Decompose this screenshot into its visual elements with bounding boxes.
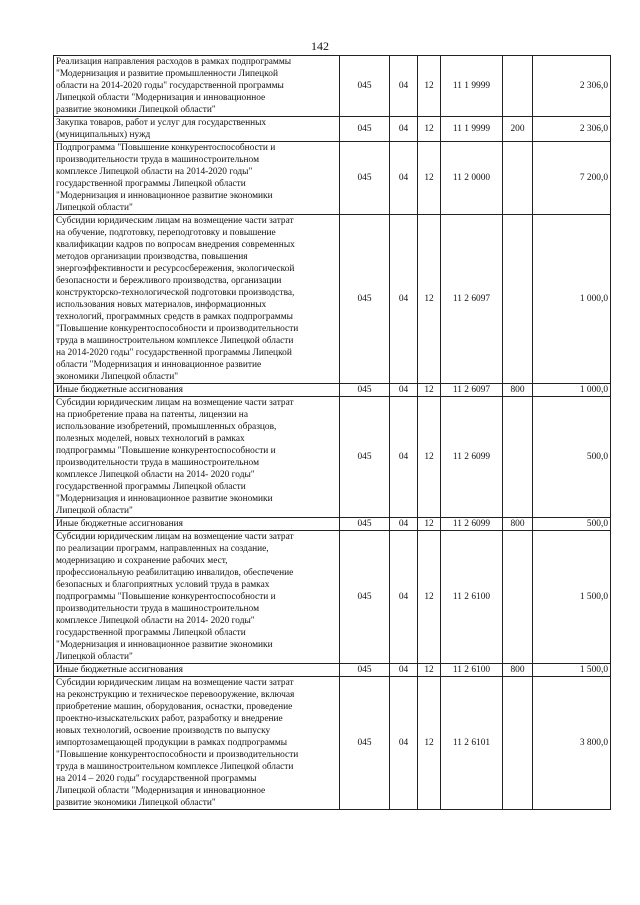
section-code-cell: 04 bbox=[390, 56, 418, 117]
section-code-cell: 04 bbox=[390, 677, 418, 810]
description-line: квалификации кадров по вопросам внедрения современных bbox=[56, 240, 295, 250]
description-line: развитие экономики Липецкой области" bbox=[56, 798, 216, 808]
ministry-code-cell: 045 bbox=[340, 677, 390, 810]
table-row bbox=[54, 397, 611, 518]
amount-cell: 2 306,0 bbox=[533, 56, 611, 117]
subsection-code-cell: 12 bbox=[418, 397, 441, 518]
description-line: развитие экономики Липецкой области" bbox=[56, 105, 216, 115]
expense-kind-cell bbox=[503, 531, 533, 664]
ministry-code-cell: 045 bbox=[340, 518, 390, 531]
description-line: экономики Липецкой области" bbox=[56, 372, 179, 382]
subsection-code-cell: 12 bbox=[418, 215, 441, 384]
description-line: Подпрограмма "Повышение конкурентоспособности и bbox=[56, 143, 276, 153]
target-article-cell: 11 2 6097 bbox=[441, 215, 503, 384]
section-code-cell: 04 bbox=[390, 384, 418, 397]
description-line: Липецкой области" bbox=[56, 652, 133, 662]
description-cell bbox=[54, 397, 340, 518]
target-article-cell: 11 1 9999 bbox=[441, 117, 503, 142]
subsection-code-cell: 12 bbox=[418, 677, 441, 810]
amount-cell: 500,0 bbox=[533, 518, 611, 531]
description-line: подпрограммы "Повышение конкурентоспособности и bbox=[56, 592, 276, 602]
description-line: "Повышение конкурентоспособности и производительности bbox=[56, 750, 299, 760]
description-line: Закупка товаров, работ и услуг для государственных bbox=[56, 118, 267, 128]
section-code-cell: 04 bbox=[390, 397, 418, 518]
amount-cell: 1 500,0 bbox=[533, 664, 611, 677]
description-line: на 2014 – 2020 годы" государственной программы bbox=[56, 774, 257, 784]
description-line: Субсидии юридическим лицам на возмещение части затрат bbox=[56, 532, 294, 542]
table-row bbox=[54, 56, 611, 117]
table-row bbox=[54, 664, 611, 677]
ministry-code-cell: 045 bbox=[340, 142, 390, 215]
description-line: безопасных и благоприятных условий труда в рамках bbox=[56, 580, 270, 590]
description-line: Реализация направления расходов в рамках подпрограммы bbox=[56, 57, 292, 67]
table-row bbox=[54, 531, 611, 664]
expense-kind-cell: 800 bbox=[503, 518, 533, 531]
target-article-cell: 11 2 6100 bbox=[441, 664, 503, 677]
description-cell bbox=[54, 677, 340, 810]
target-article-cell: 11 1 9999 bbox=[441, 56, 503, 117]
description-line: на 2014-2020 годы" государственной программы Липецкой bbox=[56, 348, 292, 358]
description-line: государственной программы Липецкой области bbox=[56, 482, 246, 492]
amount-cell: 500,0 bbox=[533, 397, 611, 518]
description-line: производительности труда в машиностроительном bbox=[56, 604, 260, 614]
amount-cell: 1 000,0 bbox=[533, 215, 611, 384]
description-line: комплексе Липецкой области на 2014- 2020 годы" bbox=[56, 470, 255, 480]
subsection-code-cell: 12 bbox=[418, 531, 441, 664]
description-line: государственной программы Липецкой области bbox=[56, 628, 246, 638]
section-code-cell: 04 bbox=[390, 215, 418, 384]
description-cell bbox=[54, 518, 340, 531]
target-article-cell: 11 2 6097 bbox=[441, 384, 503, 397]
table-row bbox=[54, 384, 611, 397]
description-line: труда в машиностроительном комплексе Липецкой области bbox=[56, 336, 294, 346]
description-cell bbox=[54, 531, 340, 664]
description-line: профессиональную реабилитацию инвалидов, обеспечение bbox=[56, 568, 294, 578]
description-line: модернизацию и сохранение рабочих мест, bbox=[56, 556, 228, 566]
description-line: области "Модернизация и инновационное развитие bbox=[56, 360, 262, 370]
description-line: новых технологий, освоение производств по выпуску bbox=[56, 726, 271, 736]
description-line: "Модернизация и инновационное развитие экономики bbox=[56, 191, 273, 201]
description-cell bbox=[54, 384, 340, 397]
description-line: Субсидии юридическим лицам на возмещение части затрат bbox=[56, 398, 294, 408]
expense-kind-cell: 200 bbox=[503, 117, 533, 142]
target-article-cell: 11 2 0000 bbox=[441, 142, 503, 215]
target-article-cell: 11 2 6099 bbox=[441, 397, 503, 518]
budget-table bbox=[53, 55, 611, 810]
description-line: Липецкой области "Модернизация и инновационное bbox=[56, 786, 266, 796]
description-line: Липецкой области" bbox=[56, 203, 133, 213]
expense-kind-cell bbox=[503, 215, 533, 384]
description-line: полезных моделей, новых технологий в рамках bbox=[56, 434, 245, 444]
expense-kind-cell bbox=[503, 142, 533, 215]
description-line: Липецкой области" bbox=[56, 506, 133, 516]
description-line: Субсидии юридическим лицам на возмещение части затрат bbox=[56, 216, 294, 226]
amount-cell: 1 500,0 bbox=[533, 531, 611, 664]
description-line: на обучение, подготовку, переподготовку и повышение bbox=[56, 228, 276, 238]
description-line: Липецкой области "Модернизация и инновационное bbox=[56, 93, 266, 103]
ministry-code-cell: 045 bbox=[340, 384, 390, 397]
description-line: проектно-изыскательских работ, разработку и внедрение bbox=[56, 714, 283, 724]
table-row bbox=[54, 677, 611, 810]
subsection-code-cell: 12 bbox=[418, 664, 441, 677]
description-line: "Модернизация и инновационное развитие экономики bbox=[56, 640, 273, 650]
page-number: 142 bbox=[311, 39, 329, 53]
subsection-code-cell: 12 bbox=[418, 117, 441, 142]
expense-kind-cell: 800 bbox=[503, 384, 533, 397]
description-cell bbox=[54, 56, 340, 117]
expense-kind-cell: 800 bbox=[503, 664, 533, 677]
description-line: государственной программы Липецкой области bbox=[56, 179, 246, 189]
table-row bbox=[54, 518, 611, 531]
expense-kind-cell bbox=[503, 397, 533, 518]
description-line: Иные бюджетные ассигнования bbox=[56, 385, 183, 395]
amount-cell: 7 200,0 bbox=[533, 142, 611, 215]
description-line: использования новых материалов, информационных bbox=[56, 300, 267, 310]
ministry-code-cell: 045 bbox=[340, 531, 390, 664]
description-line: конструкторско-технологической подготовки производства, bbox=[56, 288, 295, 298]
description-line: безопасности и бережливого производства, организации bbox=[56, 276, 282, 286]
amount-cell: 1 000,0 bbox=[533, 384, 611, 397]
section-code-cell: 04 bbox=[390, 142, 418, 215]
subsection-code-cell: 12 bbox=[418, 142, 441, 215]
description-line: "Модернизация и инновационное развитие экономики bbox=[56, 494, 273, 504]
description-line: методов организации производства, повышения bbox=[56, 252, 248, 262]
section-code-cell: 04 bbox=[390, 664, 418, 677]
description-line: Иные бюджетные ассигнования bbox=[56, 665, 183, 675]
description-line: Иные бюджетные ассигнования bbox=[56, 519, 183, 529]
subsection-code-cell: 12 bbox=[418, 384, 441, 397]
target-article-cell: 11 2 6101 bbox=[441, 677, 503, 810]
expense-kind-cell bbox=[503, 56, 533, 117]
description-line: на реконструкцию и техническое перевооружение, включая bbox=[56, 690, 295, 700]
target-article-cell: 11 2 6100 bbox=[441, 531, 503, 664]
subsection-code-cell: 12 bbox=[418, 518, 441, 531]
description-line: Субсидии юридическим лицам на возмещение части затрат bbox=[56, 678, 294, 688]
description-line: "Модернизация и развитие промышленности Липецкой bbox=[56, 69, 278, 79]
description-line: комплексе Липецкой области на 2014- 2020 годы" bbox=[56, 616, 255, 626]
description-cell bbox=[54, 215, 340, 384]
description-line: производительности труда в машиностроительном bbox=[56, 458, 260, 468]
table-row bbox=[54, 215, 611, 384]
description-line: использование изобретений, промышленных образцов, bbox=[56, 422, 277, 432]
description-cell bbox=[54, 142, 340, 215]
ministry-code-cell: 045 bbox=[340, 397, 390, 518]
table-row bbox=[54, 142, 611, 215]
description-line: по реализации программ, направленных на создание, bbox=[56, 544, 269, 554]
target-article-cell: 11 2 6099 bbox=[441, 518, 503, 531]
expense-kind-cell bbox=[503, 677, 533, 810]
description-line: области на 2014-2020 годы" государственной программы bbox=[56, 81, 284, 91]
ministry-code-cell: 045 bbox=[340, 117, 390, 142]
description-cell bbox=[54, 664, 340, 677]
description-line: импортозамещающей продукции в рамках подпрограммы bbox=[56, 738, 288, 748]
description-line: производительности труда в машиностроительном bbox=[56, 155, 260, 165]
section-code-cell: 04 bbox=[390, 518, 418, 531]
description-line: приобретение машин, оборудования, оснастки, проведение bbox=[56, 702, 293, 712]
description-line: технологий, программных средств в рамках подпрограммы bbox=[56, 312, 293, 322]
table-body bbox=[54, 56, 611, 810]
description-line: комплексе Липецкой области на 2014-2020 годы" bbox=[56, 167, 253, 177]
table-row bbox=[54, 117, 611, 142]
section-code-cell: 04 bbox=[390, 531, 418, 664]
description-line: труда в машиностроительном комплексе Липецкой области bbox=[56, 762, 294, 772]
ministry-code-cell: 045 bbox=[340, 215, 390, 384]
subsection-code-cell: 12 bbox=[418, 56, 441, 117]
description-line: "Повышение конкурентоспособности и производительности bbox=[56, 324, 299, 334]
description-line: на приобретение права на патенты, лицензии на bbox=[56, 410, 248, 420]
description-line: энергоэффективности и ресурсосбережения, экологической bbox=[56, 264, 295, 274]
amount-cell: 3 800,0 bbox=[533, 677, 611, 810]
description-cell bbox=[54, 117, 340, 142]
ministry-code-cell: 045 bbox=[340, 56, 390, 117]
amount-cell: 2 306,0 bbox=[533, 117, 611, 142]
description-line: (муниципальных) нужд bbox=[56, 130, 151, 140]
ministry-code-cell: 045 bbox=[340, 664, 390, 677]
section-code-cell: 04 bbox=[390, 117, 418, 142]
description-line: подпрограммы "Повышение конкурентоспособности и bbox=[56, 446, 276, 456]
